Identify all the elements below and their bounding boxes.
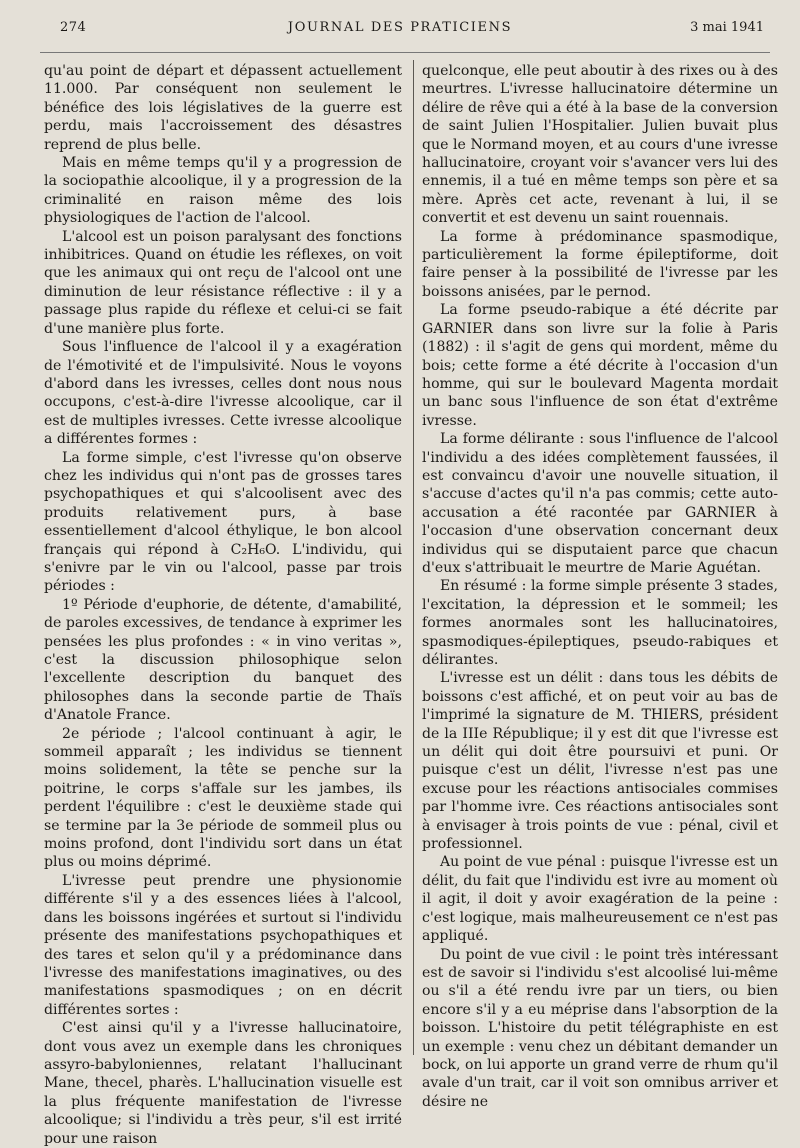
paragraph: qu'au point de départ et dépassent actuellement 11.000. Par conséquent non seulement le bénéfice des lois législatives de la guerre est perdu, mais l'accroissement des désastres reprend de plus belle. <box>44 63 402 153</box>
paragraph: 1º Période d'euphorie, de détente, d'amabilité, de paroles excessives, de tendance à exprimer les pensées les plus profondes : « in vino veritas », c'est la discussion philosophique selon l'excellente description du banquet des philosophes dans la seconde partie de Thaïs d'Anatole France. <box>44 596 402 724</box>
header-rule <box>40 52 770 53</box>
paragraph: La forme pseudo-rabique a été décrite par GARNIER dans son livre sur la folie à Paris (1882) : il s'agit de gens qui mordent, même du bois; cette forme a été décrite à l'occasion d'un homme, qui sur le boulevard Magenta mordait un banc sous l'influence de son état d'extrême ivresse. <box>422 302 778 429</box>
paragraph: 2e période ; l'alcool continuant à agir, le sommeil apparaît ; les individus se tiennent moins solidement, la tête se penche sur la poitrine, le corps s'affale sur les jambes, ils perdent l'équilibre : c'est le deuxième stade qui se termine par la 3e période de sommeil plus ou moins profond, dont l'individu sort dans un état plus ou moins déprimé. <box>44 725 402 871</box>
paragraph: quelconque, elle peut aboutir à des rixes ou à des meurtres. L'ivresse hallucinatoire détermine un délire de rêve qui a été à la base de la conversion de saint Julien l'Hospitalier. Julien buvait plus que le Normand moyen, et au cours d'une ivresse hallucinatoire, croyant voir s'avancer vers lui des ennemis, il a tué en même temps son père et sa mère. Après cet acte, revenant à lui, il se convertit et est devenu un saint rouennais. <box>422 63 778 227</box>
paragraph: L'ivresse peut prendre une physionomie différente s'il y a des essences liées à l'alcool, dans les boissons ingérées et surtout si l'individu présente des manifestations psychopathiques et des tares et selon qu'il y a prédominance dans l'ivresse des manifestations imaginatives, ou des manifestations spasmodiques ; on en décrit différentes sortes : <box>44 872 402 1018</box>
paragraph: La forme délirante : sous l'influence de l'alcool l'individu a des idées complètement faussées, il est convaincu d'avoir une nouvelle situation, il s'accuse d'actes qu'il n'a pas commis; cette auto-accusation a été racontée par GARNIER à l'occasion d'une observation concernant deux individus qui se disputaient parce que chacun d'eux s'attribuait le meurtre de Marie Aguétan. <box>422 431 778 576</box>
paragraph: Mais en même temps qu'il y a progression de la sociopathie alcoolique, il y a progression de la criminalité en raison même des lois physiologiques de l'action de l'alcool. <box>44 155 402 227</box>
paragraph: En résumé : la forme simple présente 3 stades, l'excitation, la dépression et le sommeil; les formes anormales sont les hallucinatoires, spasmodiques-épileptiques, pseudo-rabiques et délirantes. <box>422 578 778 668</box>
right-column <box>422 62 778 1111</box>
paragraph: Sous l'influence de l'alcool il y a exagération de l'émotivité et de l'impulsivité. Nous le voyons d'abord dans les ivresses, celles dont nous nous occupons, c'est-à-dire l'ivresse alcoolique, car il est de multiples ivresses. Cette ivresse alcoolique a différentes formes : <box>44 339 402 448</box>
column-divider <box>413 60 414 1055</box>
page-number: 274 <box>60 20 87 35</box>
paragraph: L'ivresse est un délit : dans tous les débits de boissons c'est affiché, et on peut voir au bas de l'imprimé la signature de M. THIERS, président de la IIIe République; il y est dit que l'ivresse est un délit qui doit être poursuivi et puni. Or puisque c'est un délit, l'ivresse n'est pas une excuse pour les réactions antisociales commises par l'homme ivre. Ces réactions antisociales sont à envisager à trois points de vue : pénal, civil et professionnel. <box>422 670 778 853</box>
issue-date: 3 mai 1941 <box>690 20 764 35</box>
paragraph: Du point de vue civil : le point très intéressant est de savoir si l'individu s'est alcoolisé lui-même ou s'il a été rendu ivre par un tiers, ou bien encore s'il y a eu méprise dans l'absorption de la boisson. L'histoire du petit télégraphiste en est un exemple : venu chez un débitant demander un bock, on lui apporte un grand verre de rhum qu'il avale d'un trait, car il voit son omnibus arriver et désire ne <box>422 946 778 1110</box>
paragraph: La forme simple, c'est l'ivresse qu'on observe chez les individus qui n'ont pas de grosses tares psychopathiques et qui s'alcoolisent avec des produits relativement purs, à base essentiellement d'alcool éthylique, le bon alcool français qui répond à C₂H₆O. L'individu, qui s'enivre par le vin ou l'alcool, passe par trois périodes : <box>44 449 402 595</box>
page-header <box>0 0 800 52</box>
left-column <box>44 62 402 1148</box>
paragraph: L'alcool est un poison paralysant des fonctions inhibitrices. Quand on étudie les réflexes, on voit que les animaux qui ont reçu de l'alcool ont une diminution de leur résistance réflective : il y a passage plus rapide du réflexe et celui-ci se fait d'une manière plus forte. <box>44 228 402 337</box>
paragraph: C'est ainsi qu'il y a l'ivresse hallucinatoire, dont vous avez un exemple dans les chroniques assyro-babyloniennes, relatant l'hallucinant Mane, thecel, pharès. L'hallucination visuelle est la plus fréquente manifestation de l'ivresse alcoolique; si l'individu a très peur, s'il est irrité pour une raison <box>44 1020 402 1147</box>
paragraph: Au point de vue pénal : puisque l'ivresse est un délit, du fait que l'individu est ivre au moment où il agit, il doit y avoir exagération de la peine : c'est logique, mais malheureusement ce n'est pas appliqué. <box>422 854 778 945</box>
journal-title: JOURNAL DES PRATICIENS <box>287 20 513 35</box>
paragraph: La forme à prédominance spasmodique, particulièrement la forme épileptiforme, doit faire penser à la possibilité de l'ivresse par les boissons anisées, par le pernod. <box>422 228 778 300</box>
